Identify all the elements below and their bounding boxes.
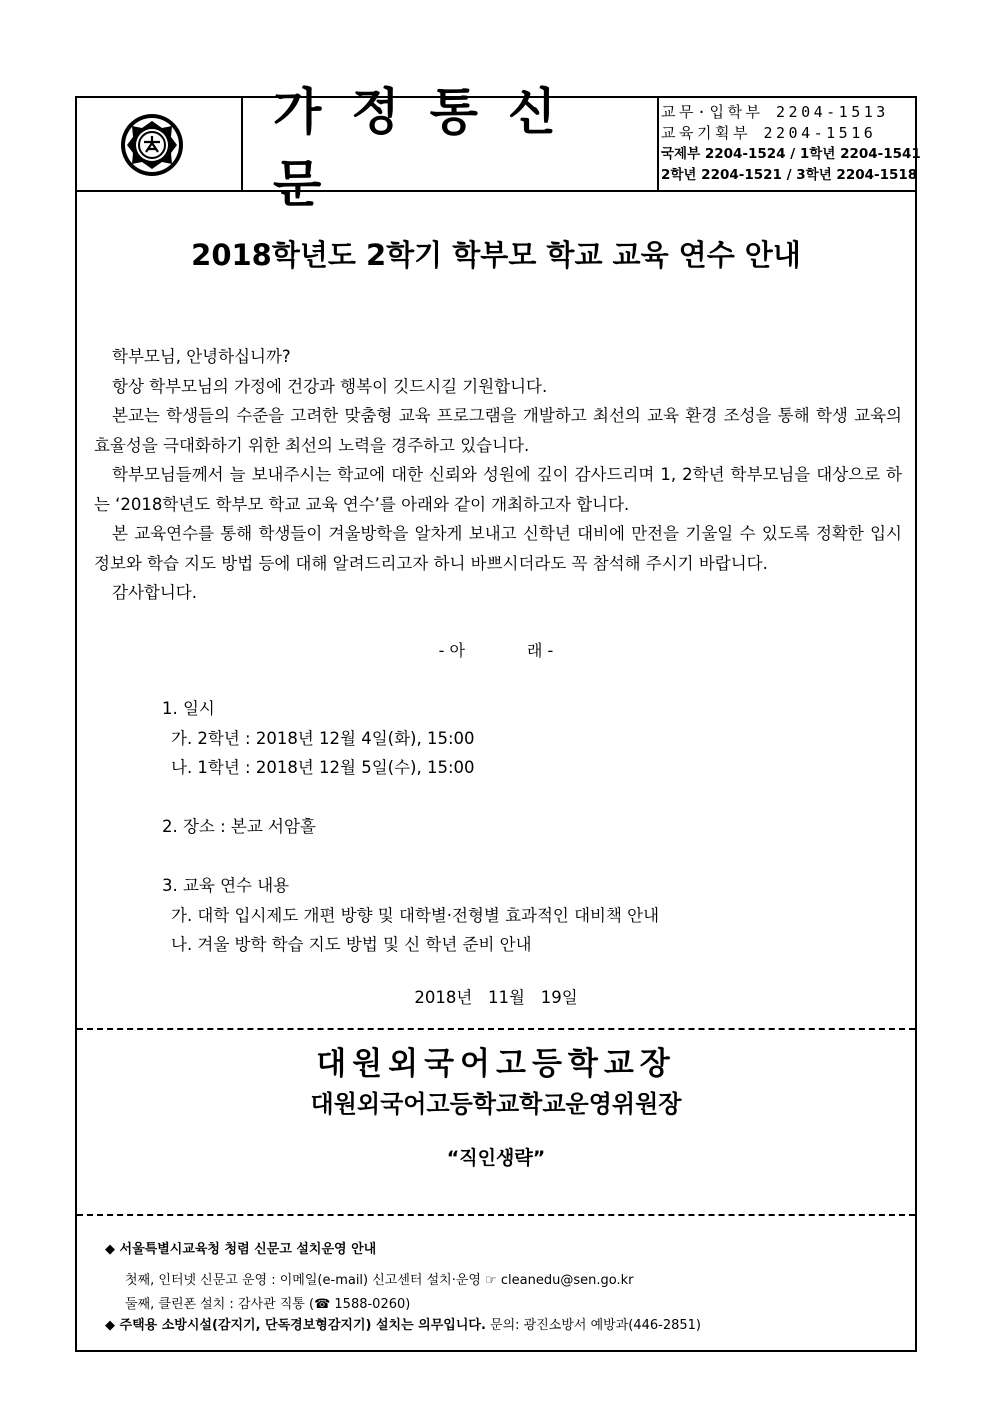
notice-line: 첫째, 인터넷 신문고 운영 : 이메일(e-mail) 신고센터 설치·운영 ☞ cleanedu@sen.go.kr [125,1273,634,1288]
place-item: 2. 장소 : 본교 서암홀 [162,817,316,836]
schedule-title: 1. 일시 [162,699,215,718]
content-item: 나. 겨울 방학 학습 지도 방법 및 신 학년 준비 안내 [171,935,532,954]
notice-heading: ◆ 서울특별시교육청 청렴 신문고 설치운영 안내 [105,1242,377,1257]
dashed-divider [77,1214,915,1216]
detail-items [162,694,659,960]
school-emblem-icon [119,112,185,178]
fire-notice-bold: ◆ 주택용 소방시설(감지기, 단독경보형감지기) 설치는 의무입니다. [105,1318,486,1333]
title-cell [243,83,659,213]
document-frame [75,83,921,1352]
ahrae-heading [77,638,915,661]
contact-line: 교육기획부 2204-1516 [661,124,877,142]
dashed-divider [77,1028,915,1030]
notice-line: 둘째, 클린폰 설치 : 감사관 직통 (☎ 1588-0260) [125,1297,411,1312]
contact-line: 2학년 2204-1521 / 3학년 2204-1518 [661,167,918,183]
body-paragraph: 학부모님, 안녕하십니까? [112,347,291,366]
body-paragraph: 본교는 학생들의 수준을 고려한 맞춤형 교육 프로그램을 개발하고 최선의 교육 환경 조성을 통해 학생 교육의 효율성을 극대화하기 위한 최선의 노력을 경주하고 있습니다. [94,406,902,455]
document-title: 2018학년도 2학기 학부모 학교 교육 연수 안내 [191,238,801,272]
body-paragraph: 항상 학부모님의 가정에 건강과 행복이 깃드시길 기원합니다. [112,376,548,396]
logo-cell [77,98,243,190]
fire-notice [105,1314,701,1333]
page-title: 가정통신문 [273,83,587,213]
content-item: 가. 대학 입시제도 개편 방향 및 대학별·전형별 효과적인 대비책 안내 [171,905,660,925]
letter-header [77,83,921,213]
body-paragraph: 감사합니다. [112,583,197,602]
issue-date: 2018년 11월 19일 [414,988,578,1007]
ahrae-right: 래 - [527,641,554,660]
letter-body [94,342,902,608]
contact-line: 국제부 2204-1524 / 1학년 2204-1541 [661,146,921,162]
contact-info [661,102,921,186]
ahrae-left: - 아 [438,641,465,660]
committee-signature: 대원외국어고등학교학교운영위원장 [310,1090,682,1118]
contact-line: 교무·입학부 2204-1513 [661,103,889,121]
schedule-item: 가. 2학년 : 2018년 12월 4일(화), 15:00 [171,728,475,748]
seal-omitted: “직인생략” [446,1147,546,1169]
fire-notice-contact: 문의: 광진소방서 예방과(446-2851) [490,1318,702,1333]
body-paragraph: 학부모님들께서 늘 보내주시는 학교에 대한 신뢰와 성원에 깊이 감사드리며 1, 2학년 학부모님을 대상으로 하는 ‘2018학년도 학부모 학교 교육 연수’를 아래와 같이 개최하고자 합니다. [94,465,902,514]
schedule-item: 나. 1학년 : 2018년 12월 5일(수), 15:00 [171,758,475,777]
principal-signature: 대원외국어고등학교장 [316,1046,676,1082]
content-title: 3. 교육 연수 내용 [162,876,290,895]
body-paragraph: 본 교육연수를 통해 학생들이 겨울방학을 알차게 보내고 신학년 대비에 만전을 기울일 수 있도록 정확한 입시 정보와 학습 지도 방법 등에 대해 알려드리고자 하니 바쁘시더라도 꼭 참석해 주시기 바랍니다. [94,524,902,573]
